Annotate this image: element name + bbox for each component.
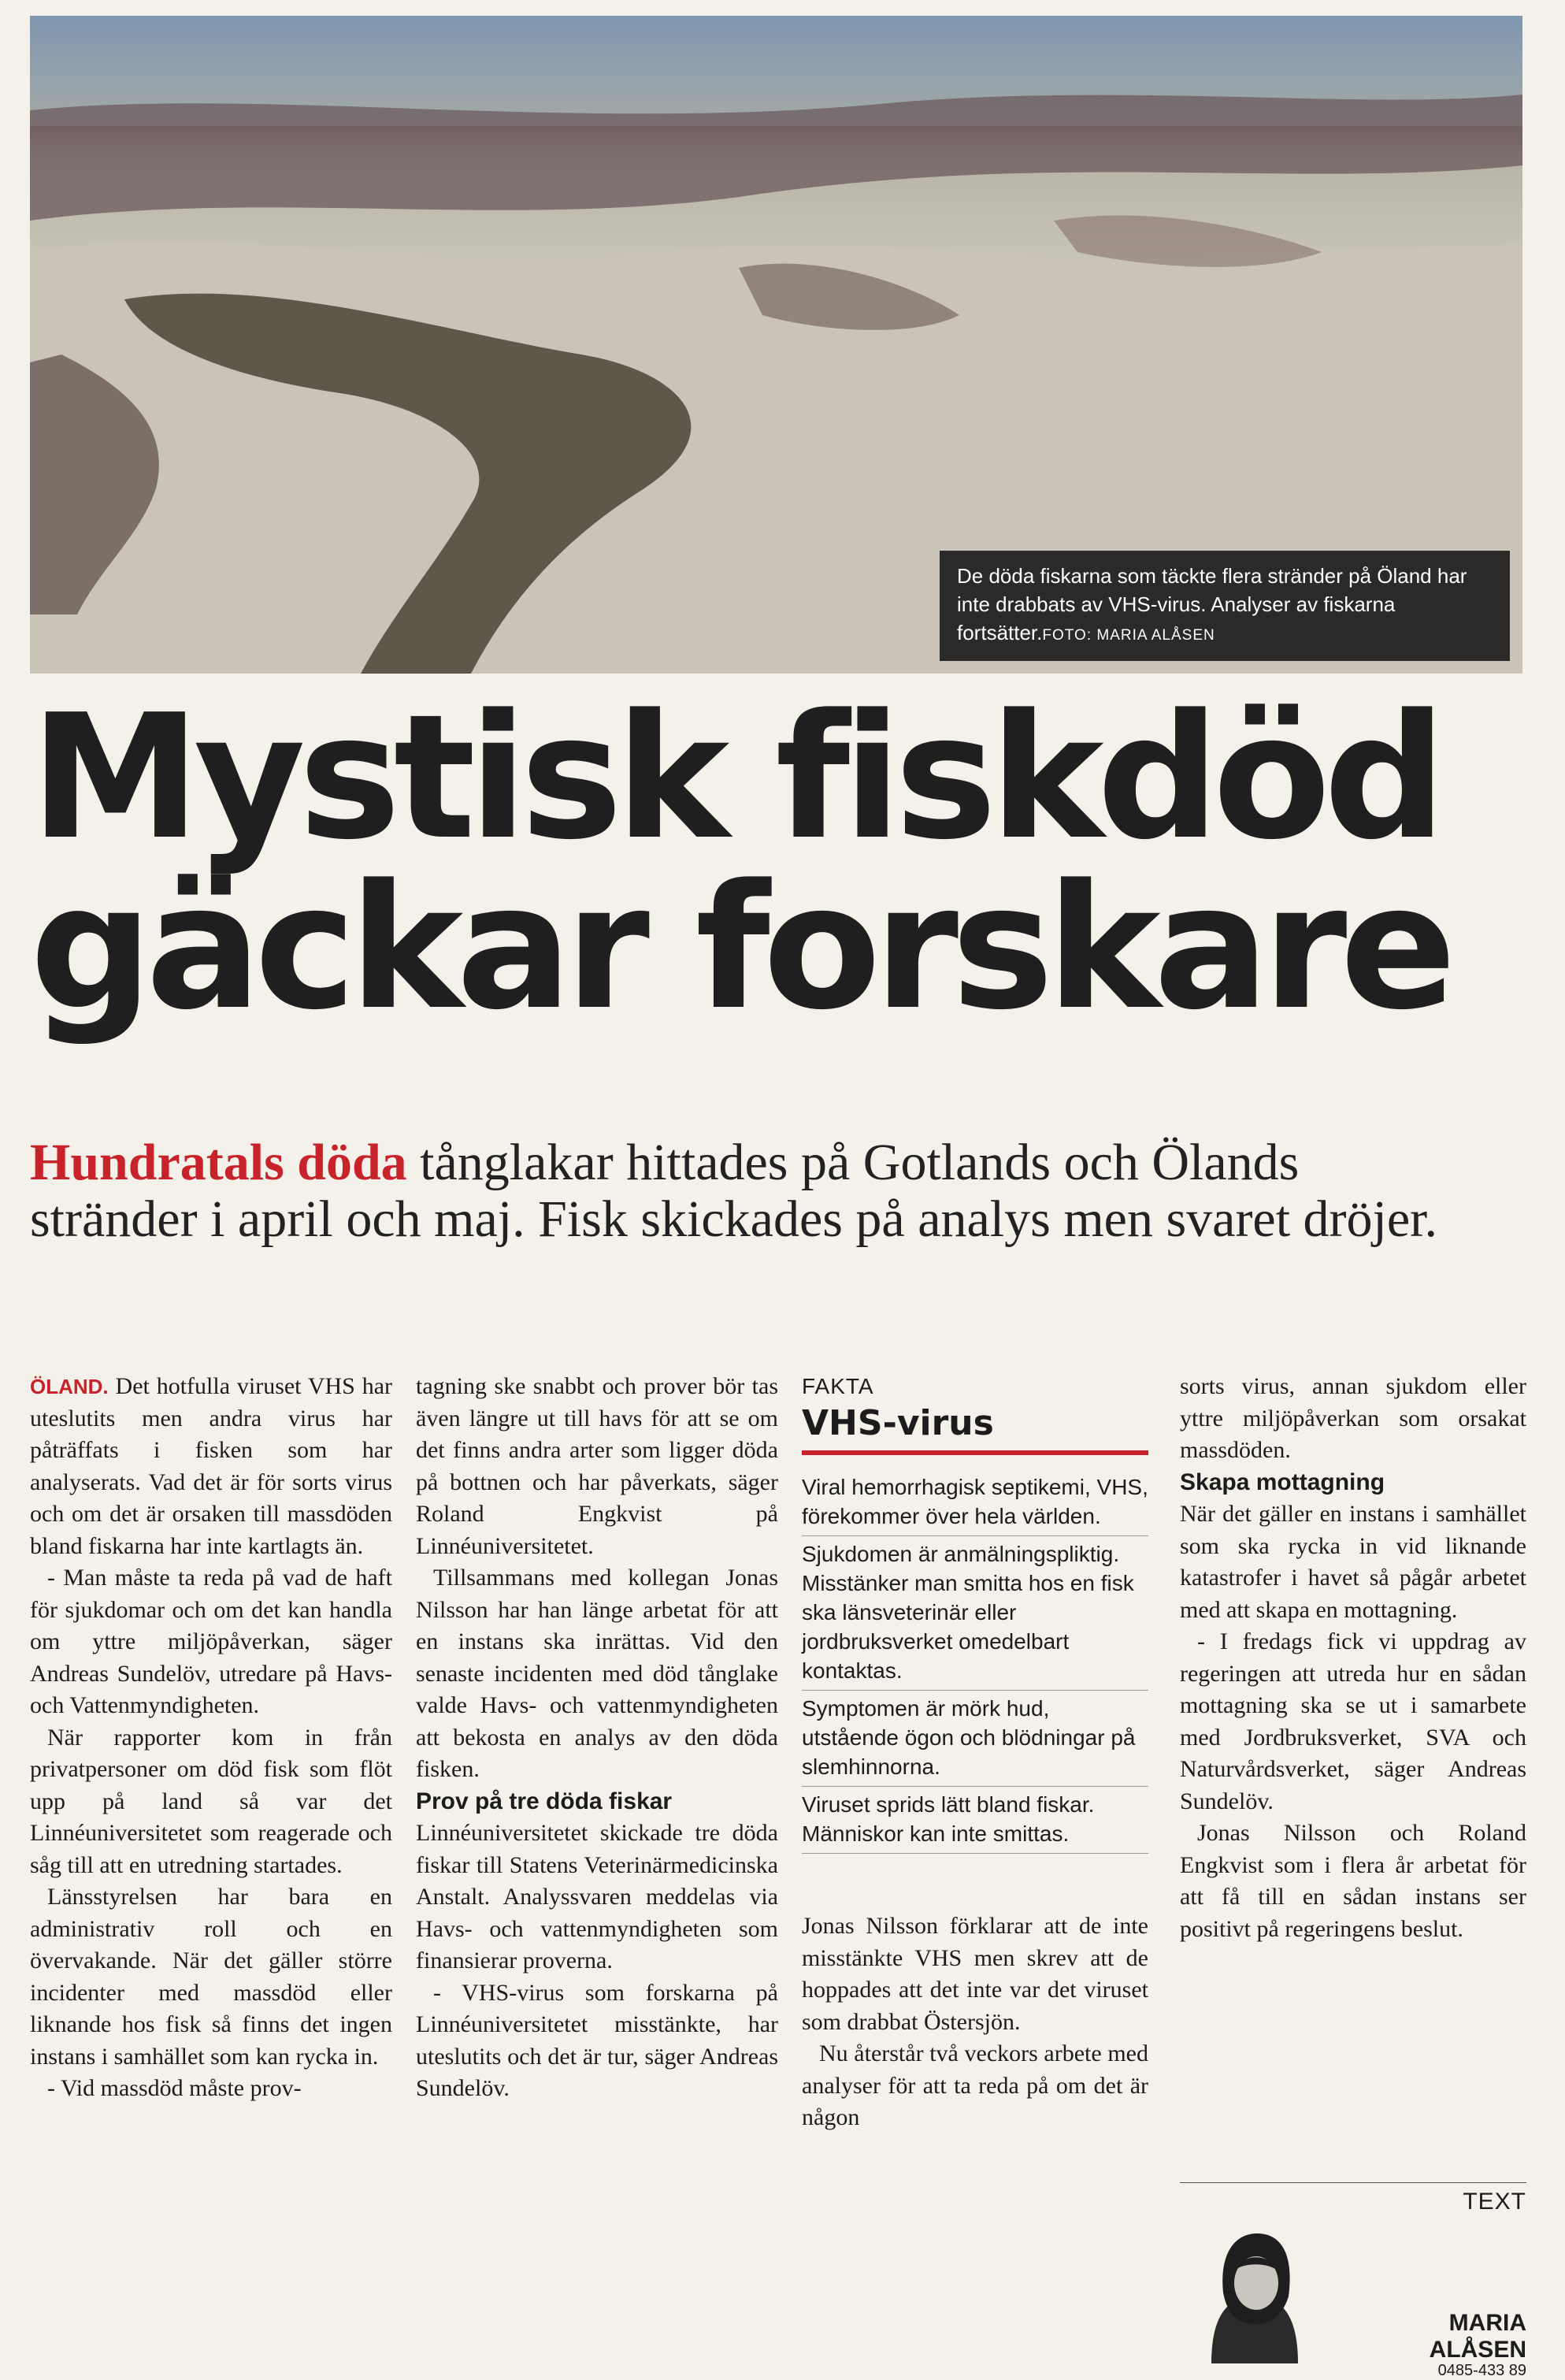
- fact-item: Sjukdomen är anmälningspliktig. Misstänker man smitta hos en fisk ska länsveterinär eller jordbruksverket omedelbart kontaktas.: [802, 1536, 1148, 1691]
- paragraph: - I fredags fick vi uppdrag av regeringen att utreda hur en sådan mottagning ska se ut i samarbete med Jordbruksverket, SVA och Naturvårdsverket, säger Andreas Sundelöv.: [1180, 1628, 1526, 1814]
- paragraph: Länsstyrelsen har bara en administrativ roll och en övervakande. När det gäller större incidenter med massdöd eller liknande hos fisk så finns det ingen instans i samhället som kan rycka in.: [30, 1884, 392, 2070]
- dateline: ÖLAND.: [30, 1375, 109, 1398]
- author-portrait-icon: [1196, 2222, 1314, 2363]
- deck-text: tånglakar hittades på Gotlands och Ölands stränder i april och maj. Fisk skickades på analys men svaret dröjer.: [30, 1134, 1437, 1248]
- photo-credit: FOTO: MARIA ALÅSEN: [1042, 627, 1215, 644]
- fact-box: [802, 1371, 1148, 1854]
- author-last-name: ALÅSEN: [1429, 2337, 1526, 2363]
- paragraph: - Vid massdöd måste prov-: [47, 2075, 302, 2101]
- lead-paragraph: [30, 1371, 392, 1562]
- paragraph: sorts virus, annan sjukdom eller yttre miljöpåverkan som orsakat massdöden.: [1180, 1373, 1526, 1463]
- paragraph: Tillsammans med kollegan Jonas Nilsson har han länge arbetat för att en instans ska inrättas. Vid den senaste incidenten med död tånglake valde Havs- och vattenmyndigheten att bekosta en analys av den döda fisken.: [416, 1565, 778, 1782]
- lead-text: Det hotfulla viruset VHS har uteslutits men andra virus har påträffats i fisken som har analyserats. Vad det är för sorts virus och om det är orsaken till massdöden bland fiskarna har inte kartlagts än.: [30, 1373, 392, 1559]
- byline-rule: [1180, 2182, 1526, 2183]
- deck-kicker: Hundratals döda: [30, 1134, 407, 1191]
- paragraph: - Man måste ta reda på vad de haft för sjukdomar och om det kan handla om yttre miljöpåverkan, säger Andreas Sundelöv, utredare på Havs- och Vattenmyndigheten.: [30, 1565, 392, 1718]
- subheading: Prov på tre döda fiskar: [416, 1788, 673, 1814]
- caption-text: De döda fiskarna som täckte flera stränder på Öland har inte drabbats av VHS-virus. Analyser av fiskarna fortsätter.: [957, 564, 1467, 644]
- headline: [30, 678, 1526, 1048]
- author-name: [1430, 2310, 1526, 2363]
- fact-label: FAKTA: [802, 1374, 874, 1398]
- paragraph: Linnéuniversitetet skickade tre döda fiskar till Statens Veterinärmedicinska Anstalt. Analyssvaren meddelas via Havs- och vattenmyndigheten som finansierar proverna.: [416, 1820, 778, 1973]
- fact-item: Viruset sprids lätt bland fiskar. Människor kan inte smittas.: [802, 1787, 1148, 1854]
- fact-item: Viral hemorrhagisk septikemi, VHS, förekommer över hela världen.: [802, 1469, 1148, 1536]
- article-column-4: [1180, 1371, 1526, 1945]
- headline-line-2: gäckar forskare: [30, 848, 1450, 1048]
- paragraph: När rapporter kom in från privatpersoner om död fisk som flöt upp på land så var det Linnéuniversitetet som reagerade och såg till att en utredning startades.: [30, 1724, 392, 1878]
- article-column-2: [416, 1371, 778, 2105]
- byline: [1180, 2182, 1526, 2379]
- article-column-1: [30, 1371, 392, 2105]
- byline-label: TEXT: [1463, 2189, 1526, 2215]
- headline-line-1: Mystisk fiskdöd: [30, 678, 1440, 878]
- subheading: Skapa mottagning: [1180, 1468, 1385, 1495]
- paragraph: Nu återstår två veckors arbete med analyser för att ta reda på om det är någon: [802, 2040, 1148, 2130]
- author-phone: 0485-433 89: [1437, 2362, 1526, 2379]
- deck: [30, 1134, 1448, 1248]
- paragraph: När det gäller en instans i samhället som ska rycka in vid liknande katastrofer i havet så pågår arbetet med att skapa en mottagning.: [1180, 1501, 1526, 1623]
- article-photo: [30, 16, 1522, 674]
- paragraph: Jonas Nilsson och Roland Engkvist som i flera år arbetat för att få till en sådan instans ser positivt på regeringens beslut.: [1180, 1820, 1526, 1942]
- fact-title: VHS-virus: [802, 1402, 994, 1443]
- author-photo: [1196, 2222, 1314, 2363]
- photo-caption: [940, 551, 1510, 661]
- author-first-name: MARIA: [1448, 2310, 1526, 2336]
- column-3-body: [802, 1910, 1148, 2134]
- article-column-3: [802, 1371, 1148, 2134]
- paragraph: Jonas Nilsson förklarar att de inte misstänkte VHS men skrev att de hoppades att det inte var det viruset som drabbat Östersjön.: [802, 1913, 1148, 2035]
- paragraph: tagning ske snabbt och prover bör tas även längre ut till havs för att se om det finns andra arter som ligger döda på bottnen och har påverkats, säger Roland Engkvist på Linnéuniversitetet.: [416, 1373, 778, 1559]
- paragraph: - VHS-virus som forskarna på Linnéuniversitetet misstänkte, har uteslutits och det är tur, säger Andreas Sundelöv.: [416, 1979, 778, 2101]
- fact-rule: [802, 1450, 1148, 1455]
- fact-item: Symptomen är mörk hud, utstående ögon och blödningar på slemhinnorna.: [802, 1691, 1148, 1787]
